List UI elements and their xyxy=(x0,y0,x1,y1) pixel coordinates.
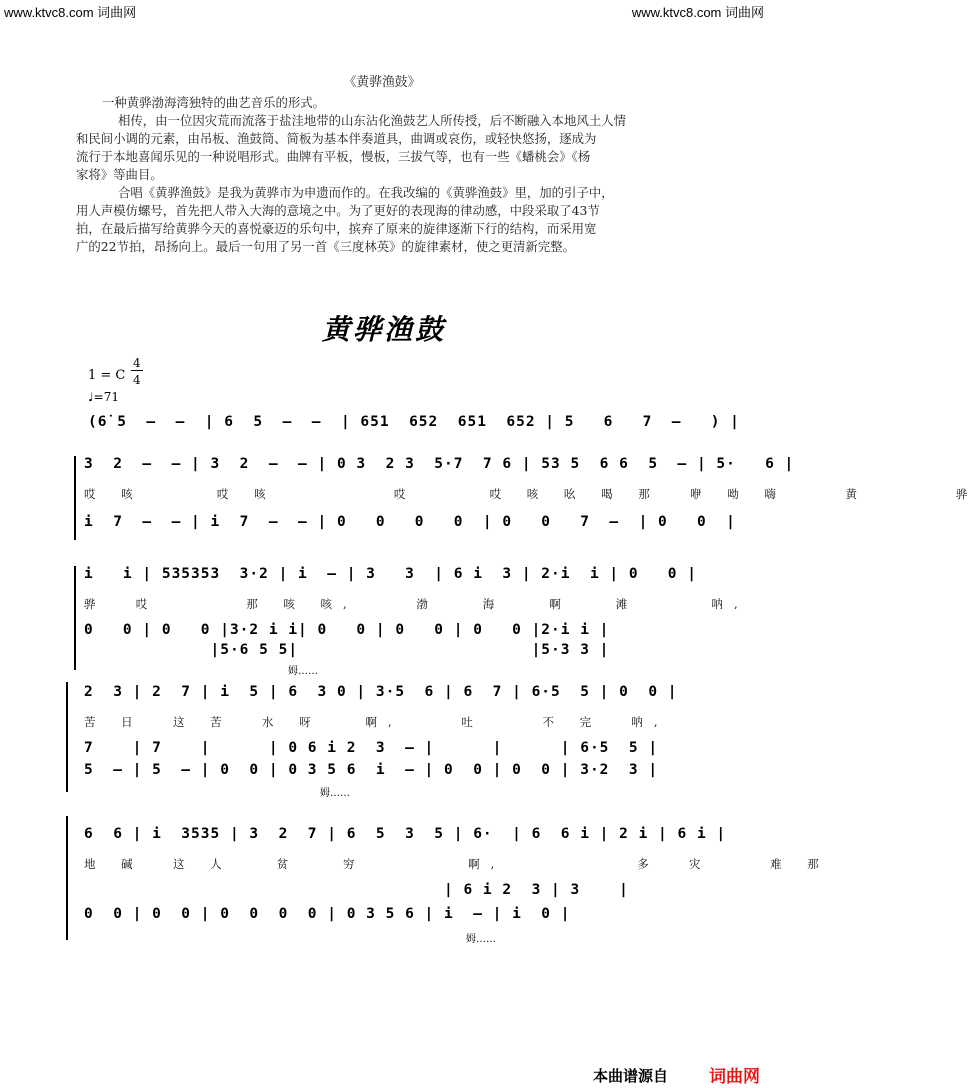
bass-row-lower: 0 0 | 0 0 | 0 0 0 0 | 0 3 5 6 | i – | i 0 | xyxy=(84,906,571,922)
song-title: 黄骅渔鼓 xyxy=(321,313,446,346)
bass-row: 0 0 | 0 0 |3·2 i i| 0 0 | 0 0 | 0 0 |2·i i | xyxy=(84,622,610,638)
bass-row: 7 | 7 | | 0 6 i 2 3 – | | | 6·5 5 | xyxy=(84,740,659,756)
intro-title: 《黄骅渔鼓》 xyxy=(343,75,421,90)
key-signature: 1 = C xyxy=(88,368,126,383)
intro-text xyxy=(76,74,688,256)
lyric-row: 骅 哎 那 咳 咳, 渤 海 啊 滩 呐, xyxy=(84,597,749,611)
soprano-row: i i | 535353 3·2 | i – | 3 3 | 6 i 3 | 2·i i | 0 0 | xyxy=(84,566,697,582)
header-watermark-right: www.ktvc8.com 词曲网 xyxy=(631,5,764,20)
footer-logo[interactable]: 词曲网 xyxy=(709,1067,760,1087)
bass-row: i 7 – – | i 7 – – | 0 0 0 0 | 0 0 7 – | 0 0 | xyxy=(84,514,736,530)
time-signature-bar xyxy=(131,370,143,371)
score-system-1 xyxy=(70,448,978,548)
soprano-row: 2 3 | 2 7 | i 5 | 6 3 0 | 3·5 6 | 6 7 | 6·5 5 | 0 0 | xyxy=(84,684,678,700)
bass-row-lower: 5 – | 5 – | 0 0 | 0 3 5 6 i – | 0 0 | 0 0 | 3·2 3 | xyxy=(84,762,659,778)
intro-line: 合唱《黄骅渔鼓》是我为黄骅市为申遗而作的。在我改编的《黄骅渔鼓》里，加的引子中， xyxy=(118,185,614,200)
time-signature-top: 4 xyxy=(133,356,141,370)
intro-line: 拍，在最后描写给黄骅今天的喜悦豪迈的乐句中，摈弃了原来的旋律逐渐下行的结构，而采用宽 xyxy=(76,221,597,236)
score-system-4 xyxy=(70,810,830,950)
tempo-marking: ♩=71 xyxy=(88,390,119,404)
bass-row-lower: |5·6 5 5| |5·3 3 | xyxy=(84,642,610,658)
system-brace xyxy=(66,816,68,940)
intro-line: 用人声模仿螺号，首先把人带入大海的意境之中。为了更好的表现海的律动感，中段采取了43节 xyxy=(76,203,600,218)
intro-line: 流行于本地喜闻乐见的一种说唱形式。曲牌有平板，慢板，三拔气等，也有一些《蟠桃会》《杨 xyxy=(76,149,591,164)
intro-line: 广的22节拍，昂扬向上。最后一句用了另一首《三度林英》的旋律素材，使之更清新完整。 xyxy=(76,239,576,254)
intro-line: 和民间小调的元素，由吊板、渔鼓筒、简板为基本伴奏道具，曲调或哀伤，或轻快悠扬，逐成为 xyxy=(76,131,597,146)
intro-line: 一种黄骅渤海湾独特的曲艺音乐的形式。 xyxy=(102,95,326,110)
intro-line: 相传，由一位因灾荒而流落于盐洼地带的山东沾化渔鼓艺人所传授，后不断融入本地风土人情 xyxy=(118,113,627,128)
time-signature-bottom: 4 xyxy=(133,373,141,387)
system-brace xyxy=(74,566,76,670)
score-system-3 xyxy=(70,678,696,800)
intro-line: 家将》等曲目。 xyxy=(76,167,163,182)
header-watermark-left: www.ktvc8.com 词曲网 xyxy=(4,5,137,20)
lyric-row: 地 碱 这 人 贫 穷 啊, 多 灾 难 那 xyxy=(84,857,830,871)
soprano-row: 6 6 | i 3535 | 3 2 7 | 6 5 3 5 | 6· | 6 6 i | 2 i | 6 i | xyxy=(84,826,727,842)
system-brace xyxy=(66,682,68,792)
humming-mark: 姆…… xyxy=(288,666,318,677)
score-system-2 xyxy=(70,560,749,680)
humming-mark: 姆…… xyxy=(320,788,350,799)
score-intro-row: (6̇ 5 – – | 6 5 – – | 651 652 651 652 | 5 6 7 – ) | xyxy=(88,414,740,430)
bass-row: | 6 i 2 3 | 3 | xyxy=(84,882,629,898)
system-brace xyxy=(74,456,76,540)
lyric-row: 哎 咳 哎 咳 哎 哎 咳 吆 喝 那 咿 呦 嗨 黄 骅 xyxy=(84,487,978,501)
soprano-row: 3 2 – – | 3 2 – – | 0 3 2 3 5·7 7 6 | 53 5 6 6 5 – | 5· 6 | xyxy=(84,456,795,472)
humming-mark: 姆…… xyxy=(466,934,496,945)
lyric-row: 苦 日 这 苦 水 呀 啊, 吐 不 完 呐, xyxy=(84,715,669,729)
footer-source-text: 本曲谱源自 xyxy=(592,1067,668,1085)
